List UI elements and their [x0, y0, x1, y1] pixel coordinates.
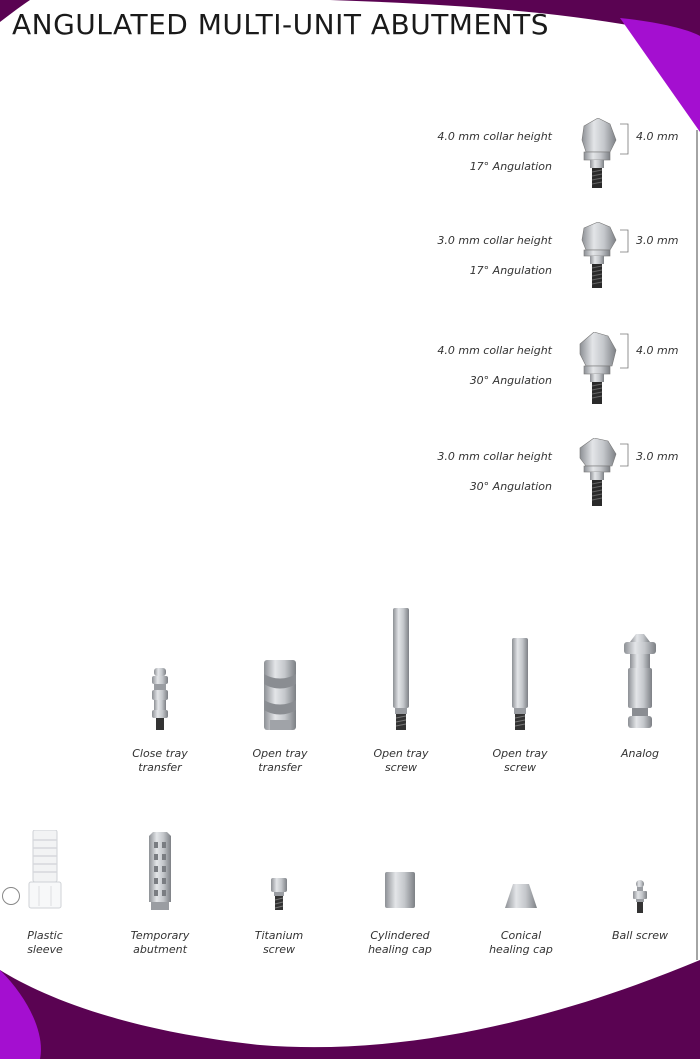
dimension-label: 4.0 mm [636, 130, 679, 143]
component-caption: Close tray transfer [132, 747, 188, 774]
dimension-label: 3.0 mm [636, 234, 679, 247]
angulated-abutment-icon [570, 118, 640, 193]
angulated-abutment-icon [570, 222, 640, 297]
angulated-abutment-icon [570, 438, 640, 513]
open-tray-transfer-icon [260, 660, 300, 730]
open-tray-screw-icon [389, 608, 413, 732]
close-tray-transfer-icon [145, 668, 175, 732]
dimension-label: 3.0 mm [636, 450, 679, 463]
angulation-label: 30° Angulation [469, 480, 552, 493]
component-caption: Cylindered healing cap [368, 929, 432, 956]
temporary-abutment [110, 832, 210, 956]
titanium-screw [229, 878, 329, 956]
component-caption: Plastic sleeve [27, 929, 63, 956]
titanium-screw-icon [269, 878, 289, 912]
dimension-label: 4.0 mm [636, 344, 679, 357]
abutment-row-4mm-17deg [380, 118, 700, 218]
abutment-row-3mm-30deg [380, 438, 700, 538]
temporary-abutment-icon [143, 832, 177, 910]
angulation-label: 17° Angulation [469, 264, 552, 277]
collar-height-label: 4.0 mm collar height [437, 130, 552, 143]
abutment-row-3mm-17deg [380, 222, 700, 322]
analog-icon [620, 634, 660, 730]
component-caption: Conical healing cap [489, 929, 553, 956]
open-tray-screw-icon [508, 638, 532, 732]
cylindered-healing-cap [350, 872, 450, 956]
abutment-row-4mm-30deg [380, 332, 700, 432]
angulation-label: 17° Angulation [469, 160, 552, 173]
plastic-sleeve [0, 830, 95, 956]
open-tray-screw-short [470, 638, 570, 774]
component-caption: Temporary abutment [130, 929, 190, 956]
open-tray-transfer [230, 660, 330, 774]
component-caption: Open tray transfer [252, 747, 308, 774]
component-caption: Analog [620, 747, 659, 760]
component-caption: Open tray screw [373, 747, 429, 774]
ball-screw [590, 880, 690, 942]
collar-height-label: 4.0 mm collar height [437, 344, 552, 357]
angulation-label: 30° Angulation [469, 374, 552, 387]
conical-healing-cap-icon [503, 884, 539, 910]
cylindered-healing-cap-icon [383, 872, 417, 910]
component-caption: Ball screw [612, 929, 668, 942]
component-caption: Open tray screw [492, 747, 548, 774]
plastic-sleeve-icon [25, 830, 65, 910]
conical-healing-cap [471, 884, 571, 956]
collar-height-label: 3.0 mm collar height [437, 234, 552, 247]
ball-screw-icon [631, 880, 649, 914]
close-tray-transfer [110, 668, 210, 774]
component-caption: Titanium screw [254, 929, 304, 956]
angulated-abutment-icon [570, 332, 640, 407]
analog [590, 634, 690, 760]
open-tray-screw-long [351, 608, 451, 774]
collar-height-label: 3.0 mm collar height [437, 450, 552, 463]
page-title: ANGULATED MULTI-UNIT ABUTMENTS [12, 8, 549, 41]
